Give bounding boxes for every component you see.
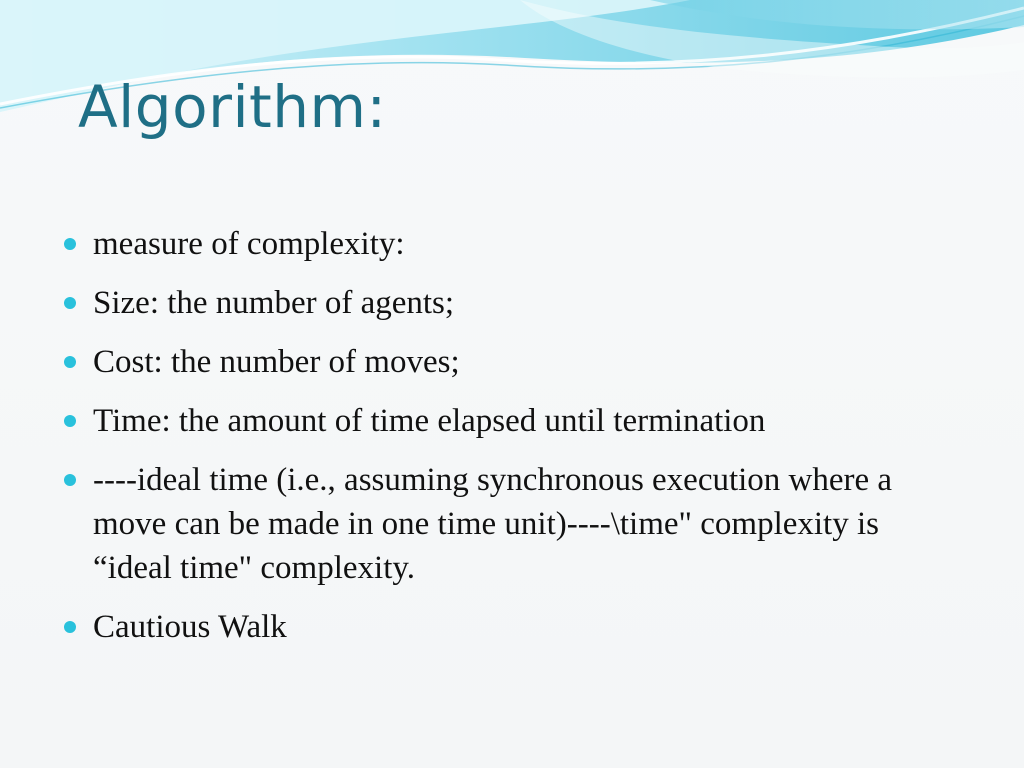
bullet-text: Cautious Walk	[93, 609, 287, 645]
bullet-text: Cost: the number of moves;	[93, 344, 460, 380]
bullet-circle-icon	[64, 474, 76, 486]
bullet-circle-icon	[64, 415, 76, 427]
bullet-item-time	[62, 399, 962, 443]
bullet-item-ideal-time	[62, 458, 962, 590]
bullet-item-cost	[62, 340, 962, 384]
bullet-item-cautious-walk	[62, 605, 962, 649]
bullet-list	[62, 222, 962, 664]
bullet-circle-icon	[64, 621, 76, 633]
slide-title: Algorithm:	[78, 73, 387, 141]
bullet-item-size	[62, 281, 962, 325]
bullet-text: ----ideal time (i.e., assuming synchronous execution where a move can be made in one time unit)----\time" complexity is “ideal time" complexity.	[93, 462, 893, 586]
bullet-item-measure	[62, 222, 962, 266]
bullet-circle-icon	[64, 297, 76, 309]
bullet-circle-icon	[64, 356, 76, 368]
bullet-text: Size: the number of agents;	[93, 285, 455, 321]
bullet-text: measure of complexity:	[93, 226, 405, 262]
bullet-circle-icon	[64, 238, 76, 250]
bullet-text: Time: the amount of time elapsed until termination	[93, 403, 766, 439]
